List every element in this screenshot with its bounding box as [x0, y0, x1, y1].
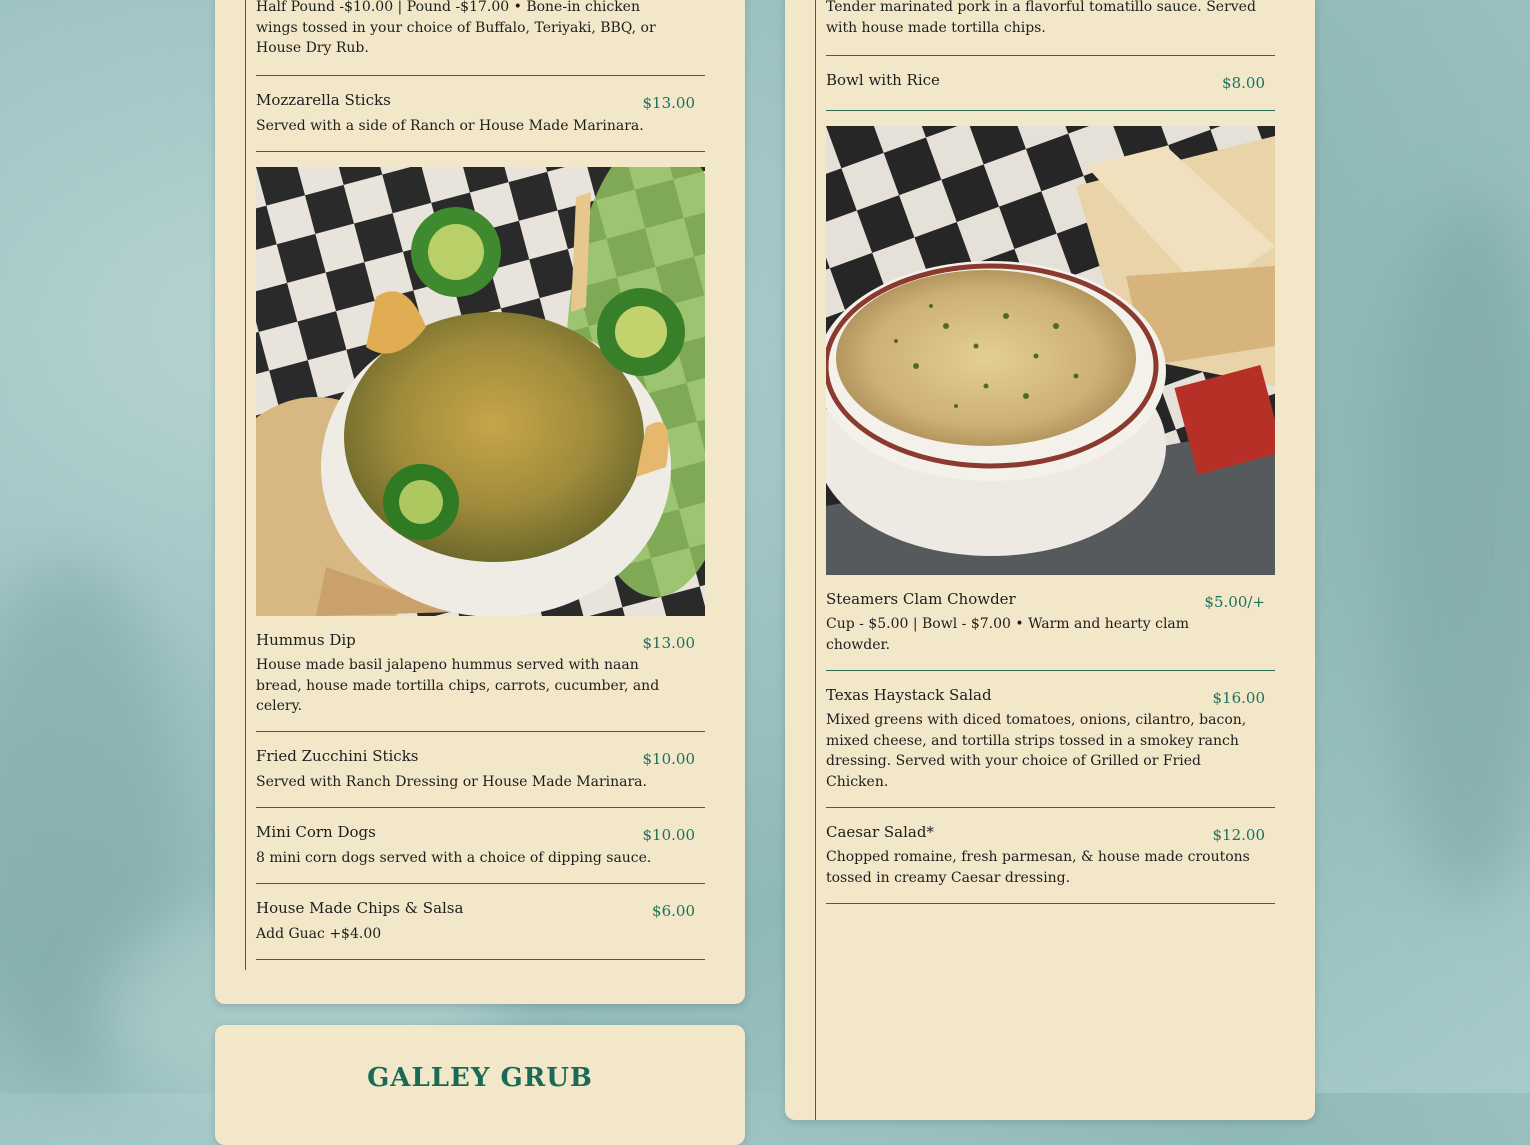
- item-description: House made basil jalapeno hummus served with naan bread, house made tortilla chips, carrots, cucumber, and celery.: [256, 657, 660, 714]
- item-name: Mini Corn Dogs: [256, 823, 376, 841]
- section-title: GALLEY GRUB: [367, 1063, 593, 1093]
- menu-item-clam-chowder: [826, 575, 1275, 671]
- item-name: Bowl with Rice: [826, 71, 940, 89]
- item-price: $6.00: [652, 902, 695, 920]
- menu-item-mini-corn-dogs: [256, 808, 705, 884]
- item-price: $13.00: [642, 634, 695, 652]
- background-blur: [1380, 200, 1530, 900]
- item-price: $16.00: [1212, 689, 1265, 707]
- item-name: Caesar Salad*: [826, 823, 934, 841]
- vertical-rule: [815, 0, 816, 1120]
- menu-item-hummus-dip: [256, 616, 705, 732]
- item-price: $10.00: [642, 826, 695, 844]
- vertical-rule: [245, 0, 246, 970]
- item-name: Texas Haystack Salad: [826, 686, 992, 704]
- item-price: $5.00/+: [1204, 593, 1265, 611]
- item-name: Hummus Dip: [256, 631, 356, 649]
- clam-chowder-photo: [826, 126, 1275, 575]
- item-description: Served with a side of Ranch or House Made Marinara.: [256, 118, 644, 134]
- menu-card-galley-grub: [215, 1025, 745, 1145]
- menu-item-bowl-with-rice: [826, 56, 1275, 111]
- menu-item-mozzarella-sticks: [256, 76, 705, 152]
- item-description: Served with Ranch Dressing or House Made Marinara.: [256, 774, 647, 790]
- item-description: Cup - $5.00 | Bowl - $7.00 • Warm and hearty clam chowder.: [826, 616, 1190, 653]
- menu-item-texas-haystack-salad: [826, 671, 1275, 808]
- item-description: Mixed greens with diced tomatoes, onions, cilantro, bacon, mixed cheese, and tortilla strips tossed in a smokey ranch dressing. Served with your choice of Grilled or Fried Chicken.: [826, 712, 1247, 790]
- menu-item-chips-salsa: [256, 884, 705, 960]
- pork-description: Tender marinated pork in a flavorful tomatillo sauce. Served with house made tortilla chips.: [826, 0, 1256, 36]
- menu-item-fried-zucchini-sticks: [256, 732, 705, 808]
- wings-description: Half Pound -$10.00 | Pound -$17.00 • Bone-in chicken wings tossed in your choice of Buffalo, Teriyaki, BBQ, or House Dry Rub.: [256, 0, 656, 56]
- item-name: Mozzarella Sticks: [256, 91, 391, 109]
- item-name: Steamers Clam Chowder: [826, 590, 1016, 608]
- item-name: Fried Zucchini Sticks: [256, 747, 419, 765]
- menu-card-left: [215, 0, 745, 1004]
- menu-item-caesar-salad: [826, 808, 1275, 904]
- item-description: Add Guac +$4.00: [256, 926, 382, 942]
- chowder-photo-image: [826, 126, 1275, 575]
- menu-card-right: [785, 0, 1315, 1120]
- item-description: Chopped romaine, fresh parmesan, & house made croutons tossed in creamy Caesar dressing.: [826, 849, 1250, 886]
- item-description: 8 mini corn dogs served with a choice of dipping sauce.: [256, 850, 652, 866]
- item-price: $8.00: [1222, 74, 1265, 92]
- item-name: House Made Chips & Salsa: [256, 899, 464, 917]
- item-price: $13.00: [642, 94, 695, 112]
- item-price: $10.00: [642, 750, 695, 768]
- hummus-dip-photo: [256, 167, 705, 616]
- hummus-photo-image: [256, 167, 705, 616]
- item-price: $12.00: [1212, 826, 1265, 844]
